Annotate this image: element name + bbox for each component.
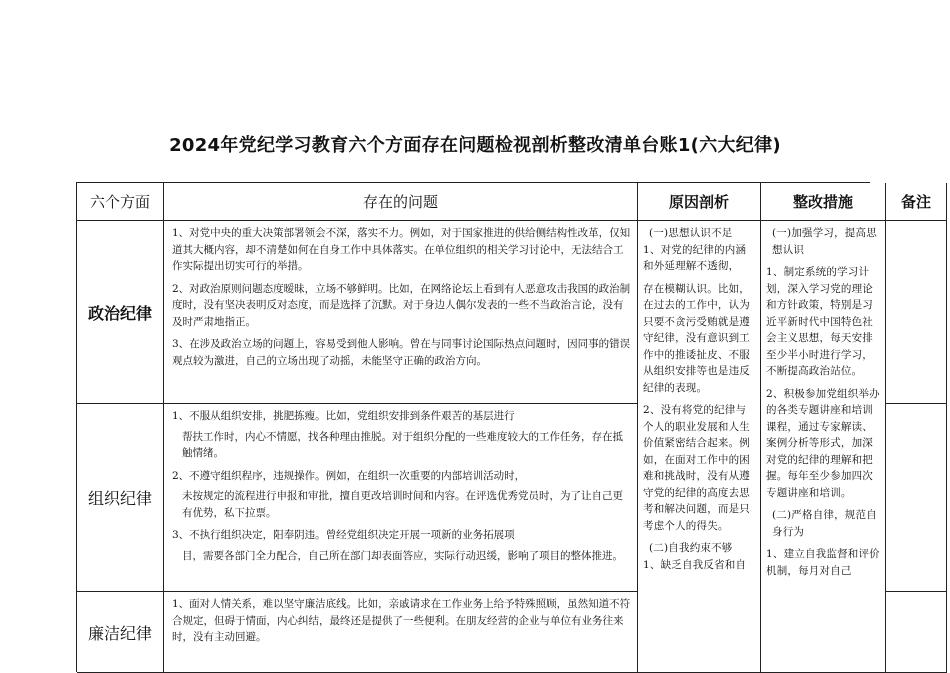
measure-item: 1、建立自我监督和评价机制，每月对自己 bbox=[766, 548, 880, 577]
page-title: 2024年党纪学习教育六个方面存在问题检视剖析整改清单台账1(六大纪律) bbox=[169, 135, 781, 156]
rectification-measures bbox=[761, 221, 886, 673]
header-causes: 原因剖析 bbox=[638, 183, 761, 221]
problem-item: 3、不执行组织决定，阳奉阴违。曾经党组织决定开展一项新的业务拓展项 bbox=[172, 529, 515, 541]
remarks-political bbox=[886, 221, 947, 404]
category-political: 政治纪律 bbox=[77, 221, 164, 404]
cause-heading: (一)思想认识不足 bbox=[649, 227, 733, 239]
measure-item: 2、积极参加党组织举办的各类专题讲座和培训课程，通过专家解读、案例分析等形式，加深对党的纪律的理解和把握。每年至少参加四次专题讲座和培训。 bbox=[766, 387, 880, 499]
header-measures: 整改措施 bbox=[761, 183, 886, 221]
problem-item: 2、不遵守组织程序，违规操作。例如，在组织一次重要的内部培训活动时， bbox=[172, 469, 526, 482]
cause-item: 1、对党的纪律的内涵和外延理解不透彻， bbox=[643, 243, 747, 272]
remarks-organizational bbox=[886, 404, 947, 592]
problem-item: 帮扶工作时，内心不情愿，找各种理由推脱。对于组织分配的一些难度较大的工作任务，存在抵触情绪。 bbox=[182, 430, 623, 459]
rectification-table bbox=[76, 182, 931, 672]
problem-item: 目，需要各部门全力配合，自己所在部门却表面答应，实际行动迟缓，影响了项目的整体推进。 bbox=[182, 549, 623, 562]
cause-item: 存在模糊认识。比如，在过去的工作中，认为只要不贪污受贿就是遵守纪律，没有意识到工作中的推诿扯皮、不服从组织安排等也是违反纪律的表现。 bbox=[643, 282, 750, 394]
problems-organizational bbox=[164, 404, 638, 592]
header-aspect: 六个方面 bbox=[77, 183, 164, 221]
measure-heading: (一)加强学习，提高思想认识 bbox=[772, 227, 877, 256]
cause-item: 1、缺乏自我反省和自 bbox=[643, 558, 747, 571]
cause-heading: (二)自我约束不够 bbox=[649, 542, 733, 554]
problem-item: 1、对党中央的重大决策部署领会不深，落实不力。例如，对于国家推进的供给侧结构性改革，仅知道其大概内容，却不清楚如何在自身工作中具体落实。在单位组织的相关学习讨论中，无法结合工作实际提出切实可行的举措。 bbox=[172, 227, 631, 272]
problem-item: 未按规定的流程进行申报和审批，擅自更改培训时间和内容。在评选优秀党员时，为了让自己更有优势，私下拉票。 bbox=[182, 490, 623, 519]
problems-political bbox=[164, 221, 638, 404]
measure-item: 1、制定系统的学习计划，深入学习党的理论和方针政策，特别是习近平新时代中国特色社会主义思想，每天安排至少半小时进行学习，不断提高政治站位。 bbox=[766, 266, 873, 377]
category-organizational: 组织纪律 bbox=[77, 404, 164, 592]
cause-item: 2、没有将党的纪律与个人的职业发展和人生价值紧密结合起来。例如，在面对工作中的困难和挑战时，没有从遵守党的纪律的高度去思考和解决问题，而是只考虑个人的得失。 bbox=[643, 404, 750, 532]
problem-item: 2、对政治原则问题态度暧昧，立场不够鲜明。比如，在网络论坛上看到有人恶意攻击我国的政治制度时，没有坚决表明反对态度，而是选择了沉默。对于身边人偶尔发表的一些不当政治言论，没有及时严肃地指正。 bbox=[172, 282, 631, 328]
header-problems: 存在的问题 bbox=[164, 183, 638, 221]
problem-item: 1、面对人情关系，难以坚守廉洁底线。比如，亲戚请求在工作业务上给予特殊照顾，虽然知道不符合规定，但碍于情面，内心纠结，最终还是提供了一些便利。在朋友经营的企业与单位有业务往来时，没有主动回避。 bbox=[172, 598, 631, 643]
problem-item: 3、在涉及政治立场的问题上，容易受到他人影响。曾在与同事讨论国际热点问题时，因同事的错误观点较为激进，自己的立场出现了动摇，未能坚守正确的政治方向。 bbox=[172, 338, 631, 367]
remarks-integrity bbox=[886, 592, 947, 673]
problem-item: 1、不服从组织安排，挑肥拣瘦。比如，党组织安排到条件艰苦的基层进行 bbox=[172, 410, 515, 422]
measure-heading: (二)严格自律，规范自身行为 bbox=[772, 509, 877, 538]
problems-integrity bbox=[164, 592, 638, 673]
category-integrity: 廉洁纪律 bbox=[77, 592, 164, 673]
header-remarks: 备注 bbox=[886, 183, 947, 221]
causes-analysis bbox=[638, 221, 761, 673]
